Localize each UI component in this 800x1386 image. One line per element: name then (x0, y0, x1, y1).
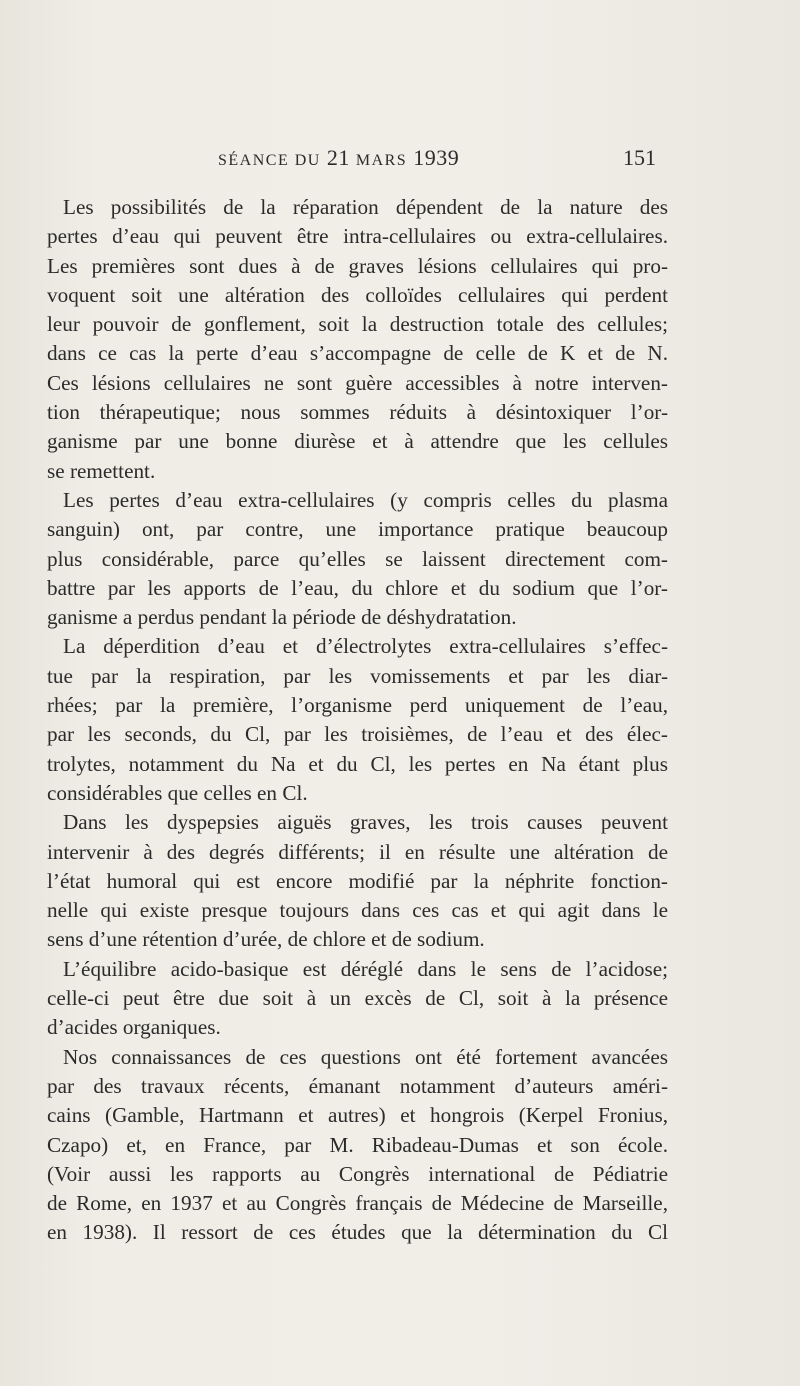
paragraph (47, 1043, 668, 1248)
paragraph (47, 808, 668, 954)
header-title-day: 21 (320, 145, 356, 170)
header-title (218, 143, 459, 176)
paragraph (47, 486, 668, 632)
text-line: se remettent. (47, 458, 156, 483)
header-title-month: MARS (355, 152, 408, 169)
text-line: Czapo) et, en France, par M. Ribadeau-Dumas et son école. (47, 1132, 668, 1157)
header-title-year: 1939 (407, 145, 460, 170)
text-line: (Voir aussi les rapports au Congrès international de Pédiatrie (47, 1161, 668, 1186)
text-line: Les pertes d’eau extra-cellulaires (y compris celles du plasma (63, 487, 668, 512)
page-number: 151 (623, 145, 656, 170)
text-line: leur pouvoir de gonflement, soit la destruction totale des cellules; (47, 312, 668, 337)
text-line: par les seconds, du Cl, par les troisièmes, de l’eau et des élec- (47, 722, 668, 747)
text-line: sanguin) ont, par contre, une importance pratique beaucoup (47, 517, 668, 542)
text-line: intervenir à des degrés différents; il en résulte une altération de (47, 839, 668, 864)
text-line: tion thérapeutique; nous sommes réduits à désintoxiquer l’or- (47, 400, 668, 425)
text-line: La déperdition d’eau et d’électrolytes extra-cellulaires s’effec- (63, 634, 668, 659)
text-line: L’équilibre acido-basique est déréglé dans le sens de l’acidose; (63, 956, 668, 981)
text-line: cains (Gamble, Hartmann et autres) et hongrois (Kerpel Fronius, (47, 1103, 668, 1128)
text-line: par des travaux récents, émanant notamment d’auteurs améri- (47, 1073, 668, 1098)
paragraph (47, 955, 668, 1043)
text-line: dans ce cas la perte d’eau s’accompagne de celle de K et de N. (47, 341, 668, 366)
text-line: celle-ci peut être due soit à un excès de Cl, soit à la présence (47, 986, 668, 1011)
text-line: l’état humoral qui est encore modifié par la néphrite fonction- (47, 868, 668, 893)
header-title-prefix: SÉANCE DU (218, 152, 321, 169)
text-line: ganisme a perdus pendant la période de déshydratation. (47, 605, 517, 630)
text-line: Dans les dyspepsies aiguës graves, les trois causes peuvent (63, 810, 668, 835)
text-line: Les possibilités de la réparation dépendent de la nature des (63, 195, 668, 219)
text-line: Les premières sont dues à de graves lésions cellulaires qui pro- (47, 253, 668, 278)
text-line: plus considérable, parce qu’elles se laissent directement com- (47, 546, 668, 571)
text-line: ganisme par une bonne diurèse et à attendre que les cellules (47, 429, 668, 454)
text-line: tue par la respiration, par les vomissements et par les diar- (47, 663, 668, 688)
text-line: Ces lésions cellulaires ne sont guère accessibles à notre interven- (47, 370, 668, 395)
text-line: en 1938). Il ressort de ces études que la détermination du Cl (47, 1220, 668, 1245)
text-line: trolytes, notamment du Na et du Cl, les pertes en Na étant plus (47, 751, 668, 776)
text-line: sens d’une rétention d’urée, de chlore et de sodium. (47, 927, 485, 952)
text-line: Nos connaissances de ces questions ont été fortement avancées (63, 1044, 668, 1069)
text-line: considérables que celles en Cl. (47, 780, 308, 805)
text-line: d’acides organiques. (47, 1015, 221, 1040)
text-line: pertes d’eau qui peuvent être intra-cellulaires ou extra-cellulaires. (47, 224, 668, 249)
paragraph (47, 193, 668, 486)
text-line: rhées; par la première, l’organisme perd uniquement de l’eau, (47, 693, 668, 718)
text-line: voquent soit une altération des colloïdes cellulaires qui perdent (47, 282, 668, 307)
paragraph (47, 632, 668, 808)
body-text (47, 193, 668, 1248)
text-line: nelle qui existe presque toujours dans ces cas et qui agit dans le (47, 898, 668, 923)
text-line: battre par les apports de l’eau, du chlore et du sodium que l’or- (47, 575, 668, 600)
text-line: de Rome, en 1937 et au Congrès français de Médecine de Marseille, (47, 1191, 668, 1216)
running-header (218, 143, 656, 173)
